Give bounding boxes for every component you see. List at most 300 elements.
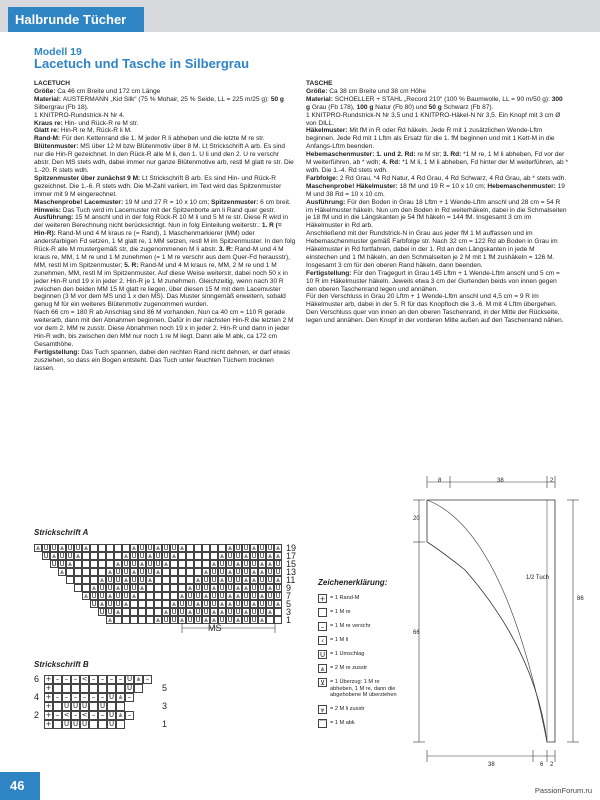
paragraph bbox=[306, 151, 568, 175]
chart-cell: ⩓ bbox=[58, 568, 66, 576]
chart-cell bbox=[114, 552, 122, 560]
chart-cell: ⩓ bbox=[266, 560, 274, 568]
chart-cell bbox=[138, 600, 146, 608]
chart-cell bbox=[82, 560, 90, 568]
chart-cell: U bbox=[171, 616, 177, 624]
chart-cell: U bbox=[219, 592, 225, 600]
body-text: Ca 46 cm Breite und 172 cm Länge bbox=[57, 87, 161, 95]
dim-label: 1/2 Tuch bbox=[526, 575, 550, 581]
paragraph bbox=[34, 199, 296, 207]
chart-cell: ⩓ bbox=[250, 544, 258, 552]
row-label: 3 bbox=[162, 701, 168, 711]
chart-cell bbox=[90, 544, 98, 552]
chart-cell: ⩓ bbox=[98, 600, 106, 608]
chart-cell: U bbox=[107, 600, 113, 608]
chart-cell bbox=[194, 560, 202, 568]
dim-label: 86 bbox=[577, 596, 584, 602]
chart-cell: ⩓ bbox=[186, 584, 194, 592]
chart-cell: – bbox=[71, 693, 80, 702]
chart-cell: U bbox=[123, 592, 129, 600]
chart-cell bbox=[98, 720, 107, 729]
chart-cell: U bbox=[43, 552, 49, 560]
chart-cell bbox=[90, 568, 98, 576]
chart-cell: ⩓ bbox=[266, 608, 274, 616]
body-text: Grau (Fb 178), bbox=[310, 103, 357, 111]
chart-cell: U bbox=[227, 576, 233, 584]
chart-cell: ⩓ bbox=[154, 544, 162, 552]
body-text: Nach 66 cm = 180 R ab Anschlag sind 86 M vorhanden. Nun ca 40 cm = 110 R gerade weiterarb, dann mit den Abnahmen beginnen. Dafür in der nächsten Hin-R die letzten 2 M vor dem 2. MM re zusstr. Diese Abnahmen noch 19 x in jeder 2. Hin-R und dann in jeder Hin-R wdh, bis zwischen den MM nur noch 1 re M liegt. Dann alle M abk, ca 172 cm Gesamthöhe. bbox=[34, 309, 294, 348]
chart-cell bbox=[210, 552, 218, 560]
chart-cell: U bbox=[243, 592, 249, 600]
chart-cell: ⩓ bbox=[210, 616, 218, 624]
chart-cell: ⩓ bbox=[242, 552, 250, 560]
chart-cell: U bbox=[235, 608, 241, 616]
bold-text: Maschenprobe! Lacemuster: bbox=[34, 198, 125, 206]
chart-cell: – bbox=[98, 711, 107, 720]
body-text: AUSTERMANN „Kid Silk“ (75 % Mohair, 25 % Seide, LL = 225 m/25 g): bbox=[62, 95, 271, 103]
chart-cell: – bbox=[116, 675, 125, 684]
row-label: 4 bbox=[34, 692, 40, 702]
chart-cell: ⩓ bbox=[258, 616, 266, 624]
chart-cell: U bbox=[81, 720, 88, 728]
ms-label: MS bbox=[208, 623, 222, 633]
paragraph bbox=[34, 120, 296, 128]
chart-cell: + bbox=[45, 684, 52, 692]
row-label: 5 bbox=[162, 683, 168, 693]
body-text: MS über 12 M bzw Blütenmotiv über 8 M. Lt Strickschrift A arb. Es sind nur die Hin-R gezeichnet. In den Rück-R alle M li, den 1. U li und den 2. U re verschr abstr. Den MS stets wdh, dabei immer nur ganze Blütenmotive arb, restl M glatt re str. Die 1.-20. R stets wdh. bbox=[34, 143, 294, 174]
chart-cell: – bbox=[71, 711, 80, 720]
bold-text: Größe: bbox=[306, 87, 330, 95]
watermark: PassionForum.ru bbox=[534, 786, 592, 795]
chart-cell bbox=[202, 552, 210, 560]
chart-cell: < bbox=[81, 711, 88, 719]
chart-cell: U bbox=[75, 544, 81, 552]
chart-cell: U bbox=[123, 568, 129, 576]
chart-cell: – bbox=[107, 675, 116, 684]
paragraph bbox=[306, 175, 568, 183]
paragraph bbox=[306, 230, 568, 270]
chart-cell: U bbox=[123, 560, 129, 568]
bold-text: Hebemaschenmuster: 1. und 2. Rd: bbox=[306, 151, 418, 159]
chart-cell bbox=[106, 544, 114, 552]
chart-cell bbox=[107, 684, 116, 693]
chart-cell: – bbox=[80, 693, 89, 702]
chart-cell bbox=[186, 552, 194, 560]
paragraph bbox=[306, 80, 568, 88]
body-text: 18 fM und 19 R = 10 x 10 cm; bbox=[399, 182, 488, 190]
chart-cell: U bbox=[108, 711, 115, 719]
chart-cell bbox=[98, 552, 106, 560]
body-text: Natur (Fb 80) und bbox=[373, 103, 429, 111]
chart-b-title: Strickschrift B bbox=[34, 660, 89, 669]
chart-cell: ⩓ bbox=[146, 552, 154, 560]
chart-cell: + bbox=[45, 702, 52, 710]
chart-cell: U bbox=[139, 552, 145, 560]
chart-cell: ⩓ bbox=[274, 552, 282, 560]
chart-cell bbox=[89, 702, 98, 711]
legend-label: = 2 M li zusstr bbox=[330, 706, 365, 712]
row-label: 3 bbox=[286, 607, 292, 617]
legend-symbol: ⊻ bbox=[319, 679, 326, 687]
legend-symbol: ⩔ bbox=[318, 705, 327, 714]
chart-cell: U bbox=[227, 552, 233, 560]
chart-cell: U bbox=[267, 592, 273, 600]
chart-cell: ⩓ bbox=[250, 568, 258, 576]
chart-cell: U bbox=[251, 552, 257, 560]
chart-cell: U bbox=[107, 584, 113, 592]
chart-cell bbox=[162, 576, 170, 584]
chart-cell: U bbox=[171, 608, 177, 616]
chart-cell: ⩓ bbox=[226, 600, 234, 608]
bold-text: Fertigstellung: bbox=[306, 269, 354, 277]
bold-text: Farbfolge: bbox=[306, 174, 340, 182]
chart-cell bbox=[82, 584, 90, 592]
bold-text: 50 g bbox=[428, 103, 442, 111]
paragraph bbox=[34, 96, 296, 112]
chart-cell bbox=[162, 568, 170, 576]
chart-cell: U bbox=[251, 616, 257, 624]
paragraph bbox=[34, 127, 296, 135]
chart-cell: – bbox=[98, 693, 107, 702]
chart-cell: ⩓ bbox=[162, 608, 170, 616]
chart-cell: U bbox=[72, 702, 79, 710]
bold-text: Maschenprobe! Häkelmuster: bbox=[306, 182, 400, 190]
chart-cell: – bbox=[71, 675, 80, 684]
chart-cell bbox=[98, 684, 107, 693]
section-title: Halbrunde Tücher bbox=[8, 7, 144, 32]
chart-cell: ⩓ bbox=[116, 711, 125, 720]
chart-cell: U bbox=[219, 584, 225, 592]
chart-cell: ⩓ bbox=[266, 584, 274, 592]
bold-text: 50 g bbox=[270, 95, 284, 103]
schematic-diagram bbox=[405, 470, 585, 770]
chart-cell bbox=[186, 576, 194, 584]
chart-cell bbox=[274, 608, 282, 616]
body-text: 1 KNITPRO-Rundstrick-N Nr 4. bbox=[34, 111, 125, 119]
chart-cell bbox=[154, 592, 162, 600]
chart-cell: U bbox=[115, 592, 121, 600]
chart-cell bbox=[130, 600, 138, 608]
chart-cell: U bbox=[126, 675, 133, 683]
body-text: Rand-M und 4 M kraus re (= Rand), 1 Maschenmarkierer (MM) oder andersfarbigen Fd setzen, 1 M glatt re, 1 MM setzen, restl M im Spitzenmuster. In den folg Rück-R alle M mustergemäß str, die zugenommenen M li abstr. bbox=[34, 230, 296, 254]
chart-cell: ⩓ bbox=[258, 560, 266, 568]
legend-label: = 1 M re bbox=[330, 609, 351, 615]
paragraph bbox=[306, 183, 568, 199]
bold-text: 300 g bbox=[306, 95, 563, 111]
chart-cell: ⩓ bbox=[202, 616, 210, 624]
chart-cell bbox=[90, 552, 98, 560]
chart-cell bbox=[53, 720, 62, 729]
chart-cell: U bbox=[211, 600, 217, 608]
body-text: Für den Kettenrand die 1. M jeder R li abheben und die letzte M re str. bbox=[62, 135, 265, 143]
shawl-outline bbox=[427, 500, 555, 742]
legend-label: = 1 Überzug: 1 M re abheben, 1 M re, dann die abgehobene M überziehen bbox=[330, 679, 397, 698]
chart-cell: – bbox=[89, 675, 98, 684]
chart-cell: – bbox=[89, 711, 98, 720]
page-number: 46 bbox=[10, 778, 25, 793]
chart-cell: U bbox=[219, 568, 225, 576]
chart-cell: ⩓ bbox=[218, 608, 226, 616]
chart-cell bbox=[74, 568, 82, 576]
chart-cell: U bbox=[99, 592, 105, 600]
chart-cell bbox=[178, 576, 186, 584]
bold-text: 3. Rd: bbox=[443, 151, 464, 159]
chart-cell: ⩓ bbox=[154, 616, 162, 624]
chart-cell: U bbox=[107, 608, 113, 616]
paragraph bbox=[306, 127, 568, 151]
chart-cell bbox=[74, 560, 82, 568]
chart-cell: ⩓ bbox=[50, 552, 58, 560]
chart-cell: U bbox=[67, 544, 73, 552]
chart-cell: U bbox=[99, 702, 106, 710]
curve-line bbox=[427, 500, 550, 742]
bold-text: LACETUCH bbox=[34, 80, 71, 87]
bold-text: 3. R: bbox=[218, 246, 235, 254]
chart-cell: U bbox=[131, 560, 137, 568]
chart-cell bbox=[162, 600, 170, 608]
chart-cell: ⩓ bbox=[130, 544, 138, 552]
chart-cell bbox=[138, 592, 146, 600]
chart-cell: ⩓ bbox=[114, 560, 122, 568]
chart-cell: U bbox=[107, 576, 113, 584]
chart-cell: U bbox=[267, 568, 273, 576]
row-label: 1 bbox=[286, 615, 292, 625]
bold-text: Ausführung: bbox=[34, 214, 76, 222]
chart-cell bbox=[154, 608, 162, 616]
body-text: Ca 38 cm Breite und 38 cm Höhe bbox=[329, 87, 427, 95]
chart-cell bbox=[170, 576, 178, 584]
chart-cell: ⩓ bbox=[98, 576, 106, 584]
chart-cell bbox=[98, 560, 106, 568]
chart-cell: ⩓ bbox=[162, 560, 170, 568]
legend-symbol: ⌒ bbox=[319, 720, 326, 728]
chart-cell: – bbox=[62, 693, 71, 702]
chart-cell: U bbox=[187, 600, 193, 608]
chart-cell: U bbox=[195, 616, 201, 624]
chart-cell: ⩓ bbox=[114, 608, 122, 616]
chart-cell: ⩓ bbox=[274, 544, 282, 552]
chart-cell: U bbox=[123, 584, 129, 592]
chart-cell bbox=[146, 592, 154, 600]
chart-cell: U bbox=[91, 600, 97, 608]
chart-cell: U bbox=[227, 608, 233, 616]
chart-cell: U bbox=[243, 600, 249, 608]
bold-text: Kraus re: bbox=[34, 119, 65, 127]
chart-cell: ⩓ bbox=[122, 552, 130, 560]
chart-cell: U bbox=[155, 560, 161, 568]
bold-text: Material: bbox=[34, 95, 63, 103]
chart-cell: ⩓ bbox=[258, 592, 266, 600]
body-text: Silbergrau (Fb 18). bbox=[34, 103, 89, 111]
chart-cell bbox=[66, 568, 74, 576]
paragraph bbox=[34, 80, 296, 88]
chart-cell: ⩓ bbox=[186, 608, 194, 616]
chart-cell: ⩓ bbox=[242, 576, 250, 584]
bold-text: Glatt re: bbox=[34, 127, 61, 135]
dim-label: 20 bbox=[413, 516, 420, 522]
row-label: 13 bbox=[286, 567, 297, 577]
chart-cell bbox=[178, 560, 186, 568]
chart-cell: ⩓ bbox=[122, 600, 130, 608]
chart-cell bbox=[210, 544, 218, 552]
chart-cell bbox=[130, 616, 138, 624]
legend-label: = 1 Umschlag bbox=[330, 651, 365, 657]
chart-cell: U bbox=[275, 568, 281, 576]
ms-bracket bbox=[180, 622, 280, 634]
dim-label: 38 bbox=[488, 762, 495, 768]
chart-cell: ⩓ bbox=[178, 616, 186, 624]
chart-cell bbox=[218, 544, 226, 552]
chart-cell: ⩓ bbox=[210, 584, 218, 592]
paragraph bbox=[34, 349, 296, 373]
chart-cell: – bbox=[89, 693, 98, 702]
chart-cell: U bbox=[115, 568, 121, 576]
chart-cell: ⩓ bbox=[218, 552, 226, 560]
chart-cell bbox=[194, 552, 202, 560]
legend-title: Zeichenerklärung: bbox=[318, 578, 388, 587]
dim-label: 6 bbox=[540, 762, 544, 768]
chart-cell bbox=[116, 702, 125, 711]
chart-cell: ⩓ bbox=[210, 560, 218, 568]
chart-cell bbox=[146, 600, 154, 608]
chart-cell: ⩓ bbox=[130, 568, 138, 576]
legend-symbol: – bbox=[318, 622, 327, 631]
chart-cell: U bbox=[43, 544, 49, 552]
dim-label: 2 bbox=[550, 478, 554, 484]
chart-cell: ⩓ bbox=[226, 568, 234, 576]
legend-label: = 1 M li bbox=[330, 637, 349, 643]
paragraph bbox=[306, 88, 568, 96]
chart-cell bbox=[194, 568, 202, 576]
body-text: *1 M re, 1 M li abheben, Fd vor der M weiterführen, ab * wdh; bbox=[306, 151, 565, 167]
chart-cell bbox=[202, 544, 210, 552]
instructions-shawl bbox=[34, 80, 296, 373]
body-text: 19 M und 38 Rd = 10 x 10 cm. bbox=[306, 182, 565, 198]
chart-cell: ⩓ bbox=[250, 576, 258, 584]
bold-text: Hebemaschenmuster: bbox=[487, 182, 558, 190]
chart-cell: U bbox=[59, 552, 65, 560]
chart-cell: U bbox=[115, 600, 121, 608]
chart-cell bbox=[114, 616, 122, 624]
chart-cell: ⩓ bbox=[122, 576, 130, 584]
body-text: 19 M und 27 R = 10 x 10 cm; bbox=[124, 198, 212, 206]
chart-cell bbox=[178, 584, 186, 592]
chart-cell: ⩓ bbox=[130, 592, 138, 600]
chart-cell bbox=[98, 568, 106, 576]
chart-cell bbox=[80, 684, 89, 693]
chart-cell bbox=[106, 560, 114, 568]
chart-cell bbox=[66, 576, 74, 584]
chart-cell bbox=[122, 616, 130, 624]
chart-cell: U bbox=[211, 592, 217, 600]
chart-cell: U bbox=[259, 584, 265, 592]
chart-cell bbox=[82, 552, 90, 560]
chart-cell bbox=[178, 568, 186, 576]
chart-cell: U bbox=[147, 568, 153, 576]
chart-cell: U bbox=[235, 552, 241, 560]
chart-cell bbox=[186, 544, 194, 552]
chart-cell: ⩓ bbox=[242, 608, 250, 616]
chart-cell bbox=[116, 684, 125, 693]
chart-cell bbox=[90, 576, 98, 584]
chart-cell: ⩓ bbox=[154, 568, 162, 576]
instructions-bag bbox=[306, 80, 568, 325]
chart-cell: U bbox=[63, 702, 70, 710]
chart-cell: ⩓ bbox=[202, 568, 210, 576]
paragraph bbox=[34, 135, 296, 143]
chart-cell: ⩓ bbox=[58, 544, 66, 552]
chart-cell bbox=[154, 600, 162, 608]
chart-cell: – bbox=[53, 711, 62, 720]
chart-cell: ⩓ bbox=[178, 592, 186, 600]
body-text: re M str; bbox=[417, 151, 444, 159]
paragraph bbox=[306, 270, 568, 294]
body-text: Das Tuch wird im Lacemuster mit der Spitzenborte am li Rand quer gestr. bbox=[62, 206, 276, 214]
body-text: SCHOELLER + STAHL „Record 210“ (100 % Baumwolle, LL = 90 m/50 g): bbox=[334, 95, 552, 103]
chart-cell bbox=[138, 608, 146, 616]
body-text: Für den Boden in Grau 18 Lftm + 1 Wende-Lftm anschl und 28 cm = 54 R im Häkelmuster häkeln. Nun um den Boden in Rd weiterhäkeln, dabei in die Schmalseiten je 18 fM und in die Längskanten je 54 fM häkeln = 144 fM. Insgesamt 3 cm im Häkelmuster in Rd arb. bbox=[306, 198, 567, 230]
chart-cell: U bbox=[131, 584, 137, 592]
chart-cell bbox=[186, 568, 194, 576]
chart-cell: ⩓ bbox=[226, 592, 234, 600]
chart-cell bbox=[82, 568, 90, 576]
chart-cell: U bbox=[108, 693, 115, 701]
chart-cell bbox=[202, 560, 210, 568]
chart-cell: ⩓ bbox=[34, 544, 42, 552]
chart-cell: U bbox=[203, 576, 209, 584]
row-label: 19 bbox=[286, 543, 297, 553]
legend-label: = 2 M re zusstr bbox=[330, 665, 368, 671]
chart-cell bbox=[154, 576, 162, 584]
chart-cell: U bbox=[195, 592, 201, 600]
paragraph bbox=[306, 293, 568, 325]
chart-cell: < bbox=[63, 711, 70, 719]
chart-cell: U bbox=[195, 584, 201, 592]
paragraph bbox=[34, 309, 296, 349]
chart-cell bbox=[170, 592, 178, 600]
chart-cell: + bbox=[45, 675, 52, 683]
row-label: 6 bbox=[34, 674, 40, 684]
chart-cell: – bbox=[125, 711, 134, 720]
chart-cell bbox=[134, 684, 143, 693]
chart-cell: ⩓ bbox=[138, 560, 146, 568]
chart-cell: – bbox=[53, 675, 62, 684]
chart-cell: U bbox=[179, 608, 185, 616]
body-text: Für den Verschluss in Grau 20 Lftm + 1 Wende-Lftm anschl und 4,5 cm = 9 R im Häkelmuster arb, dabei in der 5. R für das Knopfloch die 3.-6. M mit 4 Lftm übergehen. Den Verschluss quer von innen an den oberen Taschenrand, in der Mitte der Rückseite, legen und annähen. Den Knopf in der vorderen Mitte außen auf den Taschenrand nähen. bbox=[306, 293, 564, 325]
bold-text: Blütenmuster: bbox=[34, 143, 81, 151]
chart-cell: ⩓ bbox=[106, 568, 114, 576]
bold-text: Spitzenmuster über zunächst 9 M: bbox=[34, 174, 143, 182]
body-text: Hin-R re M, Rück-R li M. bbox=[60, 127, 132, 135]
chart-cell: U bbox=[251, 592, 257, 600]
row-label: 7 bbox=[286, 591, 292, 601]
chart-cell: U bbox=[187, 616, 193, 624]
chart-cell: U bbox=[108, 720, 115, 728]
chart-cell bbox=[98, 544, 106, 552]
chart-cell: ⩓ bbox=[250, 600, 258, 608]
chart-cell: U bbox=[203, 600, 209, 608]
chart-cell: ⩓ bbox=[82, 592, 90, 600]
chart-cell: ⩓ bbox=[106, 616, 114, 624]
chart-cell bbox=[74, 584, 82, 592]
bold-text: Rand-M: bbox=[34, 135, 63, 143]
chart-cell: – bbox=[53, 693, 62, 702]
chart-cell bbox=[146, 584, 154, 592]
chart-cell: – bbox=[62, 675, 71, 684]
body-text: *1 M li, 1 M li abheben, Fd hinter der M weiterführen, ab * wdh. Die 1.-4. Rd stets wdh. bbox=[306, 159, 569, 174]
body-text: Anschließend mit der Rundstrick-N in Grau aus jeder fM 1 M auffassen und im Hebemaschenmuster gemäß Farbfolge str. Nach 32 cm = 122 Rd ab Boden in Grau im Häkelmuster in Rd fortfahren, dabei in der 1. Rd an den Längskanten in jede M einstechen und 1 fM häkeln, an den Schmalseiten je 2 M mit 1 fM zushäkeln = 126 M. Insgesamt 3 cm für den oberen Rand häkeln, dann beenden. bbox=[306, 230, 558, 269]
chart-cell: U bbox=[203, 584, 209, 592]
